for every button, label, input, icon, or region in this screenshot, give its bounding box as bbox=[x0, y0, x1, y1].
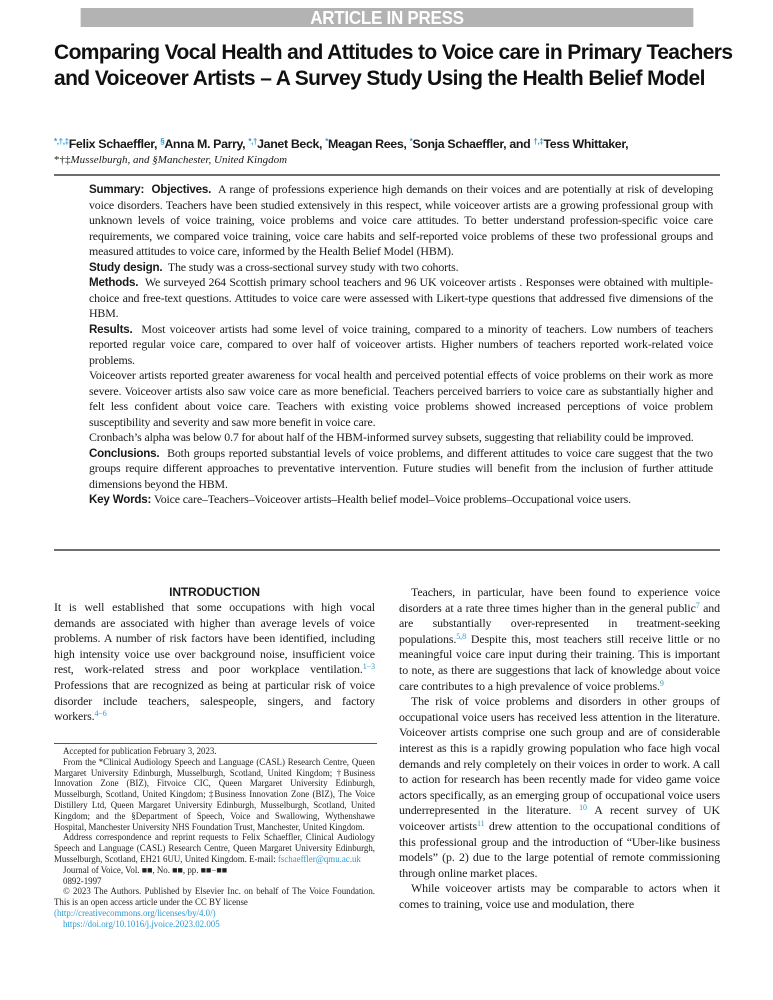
citation-link[interactable]: 5,8 bbox=[456, 631, 466, 641]
results-label: Results. bbox=[89, 322, 133, 336]
email-link[interactable]: fschaeffler@qmu.ac.uk bbox=[277, 853, 361, 864]
affiliation-marks: *†‡ bbox=[54, 154, 71, 166]
keywords-label: Key Words: bbox=[89, 493, 152, 506]
citation-link[interactable]: 7 bbox=[695, 600, 700, 610]
footnote-rule bbox=[54, 743, 377, 744]
conclusions-text: Both groups reported substantial levels of voice problems, and different attitudes to voice care suggest that the two groups require different approaches to preventative intervention. Future studies will benefit from the inclusion of further attitude dimensions beyond the HBM. bbox=[89, 445, 713, 491]
accepted-date: Accepted for publication February 3, 2023. bbox=[63, 746, 217, 756]
author-affiliation-marks: § bbox=[160, 137, 165, 146]
objectives-text: A range of professions experience high demands on their voices and are potentially at risk of developing voice disorders. Teachers have been studied extensively in this respect, while voiceover artists are a growing professional group with unknown levels of voice training, voice problems and voice care attitudes. To better understand profession-specific voice care requirements, we compared voice training, voice care habits and self-reported voice problems of these two professional groups and measured attitudes to voice care, informed by the Health Belief Model (HBM). bbox=[89, 182, 713, 258]
abstract-top-rule bbox=[54, 174, 720, 176]
author bbox=[410, 137, 531, 151]
citation-link[interactable]: 4−6 bbox=[94, 709, 107, 719]
author-name: Felix Schaeffler, bbox=[68, 137, 158, 151]
author bbox=[160, 137, 245, 151]
author-name: Janet Beck, bbox=[257, 137, 323, 151]
author-affiliation-marks: †,‡ bbox=[533, 137, 544, 146]
conclusions-label: Conclusions. bbox=[89, 446, 160, 460]
paragraph-text: The risk of voice problems and disorders in other groups of occupational voice users has received less attention in the literature. Voiceover artists comprise one such group and are of considerable interest as this is a rapidly growing population who face high vocal demands and rely completely on their voices in order to work. A call to action for research has been recently made for video game voice actors specifically, as an emerging group of occupational voice users underrepresented in the literature. bbox=[399, 694, 720, 818]
intro-paragraph-4: While voiceover artists may be comparable to actors when it comes to training, voice use and modulation, there bbox=[399, 881, 720, 911]
citation-link[interactable]: 10 bbox=[579, 803, 587, 813]
methods-text: We surveyed 264 Scottish primary school teachers and 96 UK voiceover artists . Responses were obtained with multiple-choice and free-text questions. Attitudes to voice care were assessed with Likert-type questions that addressed five dimensions of the HBM. bbox=[89, 275, 713, 320]
journal-info: Journal of Voice, Vol. ■■, No. ■■, pp. ■■−■■ bbox=[63, 864, 228, 875]
citation-link[interactable]: 9 bbox=[659, 678, 664, 688]
doi-line bbox=[54, 919, 375, 930]
correspondence-text: Address correspondence and reprint requests to Felix Schaeffler, Clinical Audiology Speech and Language (CASL) Research Centre, Queen Margaret University Edinburgh, Musselburgh, Scotland, EH21 6UU, United Kingdom. E-mail: bbox=[54, 832, 375, 864]
author-name: Sonja Schaeffler, and bbox=[412, 137, 531, 151]
issn: 0892-1997 bbox=[63, 875, 102, 886]
results-text: Most voiceover artists had some level of voice training, compared to a minority of teachers. Low numbers of teachers reported regular voice care, compared to over half of voiceover artists. Higher numbers of teachers reported work-related voice problems. bbox=[89, 321, 713, 367]
keywords-text: Voice care–Teachers–Voiceover artists–Health belief model–Voice problems–Occupational voice users. bbox=[153, 492, 631, 506]
methods-label: Methods. bbox=[89, 276, 139, 289]
author-affiliation-marks: *,†,‡ bbox=[54, 137, 69, 146]
footnotes bbox=[54, 746, 375, 930]
author-list bbox=[54, 137, 744, 152]
abstract-results-2: Voiceover artists reported greater awareness for vocal health and perceived potential effects of voice problems on their work as more severe. Voiceover artists also saw voice care as more beneficial. Teachers perceived barriers to voice care as substantially higher and felt less confident about voice care. Teachers with existing voice problems showed increased perceptions of voice problem susceptibility and severity and saw more benefit in voice care. bbox=[89, 368, 713, 429]
correspondence-footnote bbox=[54, 832, 375, 864]
affiliations-footnote: From the *Clinical Audiology Speech and Language (CASL) Research Centre, Queen Margaret University Edinburgh, Musselburgh, Scotland, United Kingdom; †Business Innovation Zone (BIZ), Fitvoice CIC, Queen Margaret University Edinburgh, Musselburgh, Scotland, United Kingdom; ‡Business Innovation Zone (BIZ), The Voice Distillery Ltd, Queen Margaret University Edinburgh, Musselburgh, Scotland, United Kingdom; and the §Department of Speech, Voice and Swallowing, Wythenshawe Hospital, Manchester University NHS Foundation Trust, Manchester, United Kingdom. bbox=[54, 756, 375, 832]
license-link[interactable]: (http://creativecommons.org/licenses/by/4.0/) bbox=[54, 907, 216, 918]
study-design-text: The study was a cross-sectional survey study with two cohorts. bbox=[167, 259, 459, 274]
author bbox=[54, 137, 157, 151]
abstract-objectives bbox=[89, 182, 713, 260]
citation-link[interactable]: 11 bbox=[477, 818, 485, 828]
objectives-label: Objectives. bbox=[151, 183, 212, 196]
author-affiliation-marks: *,† bbox=[248, 137, 258, 146]
author bbox=[248, 137, 322, 151]
article-title: Comparing Vocal Health and Attitudes to Voice care in Primary Teachers and Voiceover Artists – A Survey Study Using the Health Belief Model bbox=[54, 41, 733, 90]
affiliation-line bbox=[54, 153, 744, 167]
introduction-heading: INTRODUCTION bbox=[169, 585, 260, 599]
author bbox=[533, 137, 628, 151]
intro-paragraph-3 bbox=[399, 694, 720, 881]
abstract-methods bbox=[89, 275, 713, 322]
author bbox=[325, 137, 406, 151]
article-in-press-banner: ARTICLE IN PRESS bbox=[81, 8, 694, 27]
paragraph-text: Professions that are recognized as being at particular risk of voice disorder include teachers, salespeople, singers, and factory workers. bbox=[54, 677, 375, 724]
abstract-study-design bbox=[89, 260, 713, 276]
abstract bbox=[89, 182, 713, 508]
right-column bbox=[399, 585, 720, 912]
author-name: Meagan Rees, bbox=[328, 137, 407, 151]
author-name: Anna M. Parry, bbox=[164, 137, 246, 151]
license-link-line bbox=[54, 908, 375, 919]
paragraph-text: Teachers, in particular, have been found to experience voice disorders at a rate three times higher than in the general public bbox=[399, 585, 720, 615]
doi-link[interactable]: https://doi.org/10.1016/j.jvoice.2023.02.005 bbox=[63, 918, 220, 929]
affiliation-text: Musselburgh, and §Manchester, United Kingdom bbox=[70, 154, 288, 166]
copyright-notice: © 2023 The Authors. Published by Elsevier Inc. on behalf of The Voice Foundation. This is an open access article under the CC BY license bbox=[54, 886, 375, 908]
paragraph-text: drew attention to the occupational conditions of this professional group and the introduction of “Uber-like business models” (p. 2) due to the large potential of remote commissioning through online market places. bbox=[399, 818, 720, 880]
paragraph-text: A recent survey of UK voiceover artists bbox=[399, 803, 720, 833]
citation-link[interactable]: 1−3 bbox=[362, 662, 375, 672]
author-affiliation-marks: * bbox=[409, 137, 413, 146]
paragraph-text: Despite this, most teachers still receive little or no meaningful voice care input during their training. This is important to note, as there are suggestions that lack of knowledge about voice care contributes to a high prevalence of voice problems. bbox=[399, 631, 720, 693]
summary-label: Summary: bbox=[89, 183, 145, 196]
abstract-keywords bbox=[89, 492, 713, 508]
abstract-bottom-rule bbox=[54, 549, 720, 551]
intro-paragraph-1 bbox=[54, 600, 375, 725]
abstract-results bbox=[89, 322, 713, 369]
author-name: Tess Whittaker, bbox=[543, 137, 629, 151]
author-affiliation-marks: * bbox=[325, 137, 329, 146]
left-column bbox=[54, 585, 375, 725]
intro-paragraph-2 bbox=[399, 585, 720, 694]
paragraph-text: It is well established that some occupations with high vocal demands are associated with higher than average levels of voice problems. A number of risk factors have been identified, including high intensity voice use over background noise, insufficient voice rest, work-related stress and poor workplace ventilation. bbox=[54, 600, 375, 677]
abstract-conclusions bbox=[89, 446, 713, 493]
paragraph-text: and are substantially over-represented in treatment-seeking populations. bbox=[399, 600, 720, 646]
study-design-label: Study design. bbox=[89, 260, 163, 274]
abstract-results-3: Cronbach’s alpha was below 0.7 for about half of the HBM-informed survey subsets, suggesting that reliability could be improved. bbox=[89, 430, 694, 444]
